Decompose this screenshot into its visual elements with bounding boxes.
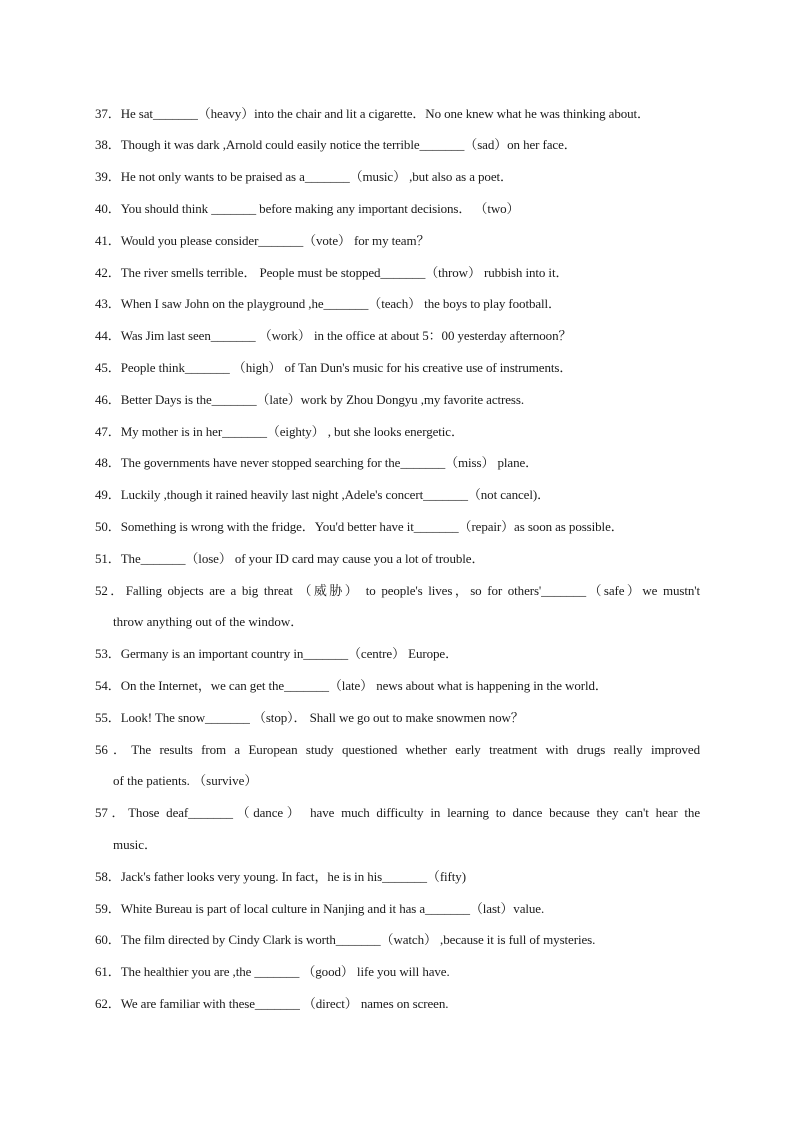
question-53: 53．Germany is an important country in_______（centre） Europe． [95,646,458,661]
question-46: 46．Better Days is the_______（late）work by Zhou Dongyu ,my favorite actress. [95,392,524,407]
question-40: 40．You should think _______ before making any important decisions． （two） [95,201,520,216]
question-57-line-2: music． [113,837,158,852]
question-45: 45．People think_______ （high） of Tan Dun's music for his creative use of instruments． [95,360,573,375]
question-43: 43．When I saw John on the playground ,he_______（teach） the boys to play football． [95,296,561,311]
question-58: 58．Jack's father looks very young. In fact，he is in his_______（fifty) [95,869,466,884]
question-51: 51．The_______（lose） of your ID card may cause you a lot of trouble． [95,551,485,566]
question-62: 62．We are familiar with these_______ （direct） names on screen. [95,996,449,1011]
question-56-line-1: 56．The results from a European study questioned whether early treatment with drugs really improved [95,742,700,757]
question-39: 39．He not only wants to be praised as a_______（music） ,but also as a poet． [95,169,513,184]
question-37: 37．He sat_______（heavy）into the chair and lit a cigarette．No one knew what he was thinking about． [95,106,650,121]
question-61: 61．The healthier you are ,the _______ （good） life you will have. [95,964,450,979]
question-50: 50．Something is wrong with the fridge．You'd better have it_______（repair）as soon as possible． [95,519,624,534]
question-41: 41．Would you please consider_______（vote） for my team？ [95,233,430,248]
question-44: 44．Was Jim last seen_______ （work） in the office at about 5：00 yesterday afternoon？ [95,328,572,343]
question-47: 47．My mother is in her_______（eighty） , but she looks energetic． [95,424,464,439]
question-49: 49．Luckily ,though it rained heavily last night ,Adele's concert_______（not cancel)． [95,487,550,502]
question-52-line-2: throw anything out of the window． [113,614,304,629]
question-38: 38．Though it was dark ,Arnold could easily notice the terrible_______（sad）on her face． [95,137,577,152]
question-57-line-1: 57．Those deaf_______（dance） have much difficulty in learning to dance because they can't hear the [95,805,700,820]
question-55: 55．Look! The snow_______ （stop）． Shall we go out to make snowmen now？ [95,710,524,725]
question-52-line-1: 52．Falling objects are a big threat （威胁） to people's lives，so for others'_______（safe）we mustn't [95,583,700,598]
question-48: 48．The governments have never stopped searching for the_______（miss） plane． [95,455,539,470]
question-56-line-2: of the patients. （survive） [113,773,258,788]
question-59: 59．White Bureau is part of local culture in Nanjing and it has a_______（last）value. [95,901,545,916]
question-60: 60．The film directed by Cindy Clark is worth_______（watch） ,because it is full of mysteries. [95,932,596,947]
question-54: 54．On the Internet，we can get the_______（late） news about what is happening in the world． [95,678,608,693]
question-42: 42．The river smells terrible． People must be stopped_______（throw） rubbish into it． [95,265,569,280]
